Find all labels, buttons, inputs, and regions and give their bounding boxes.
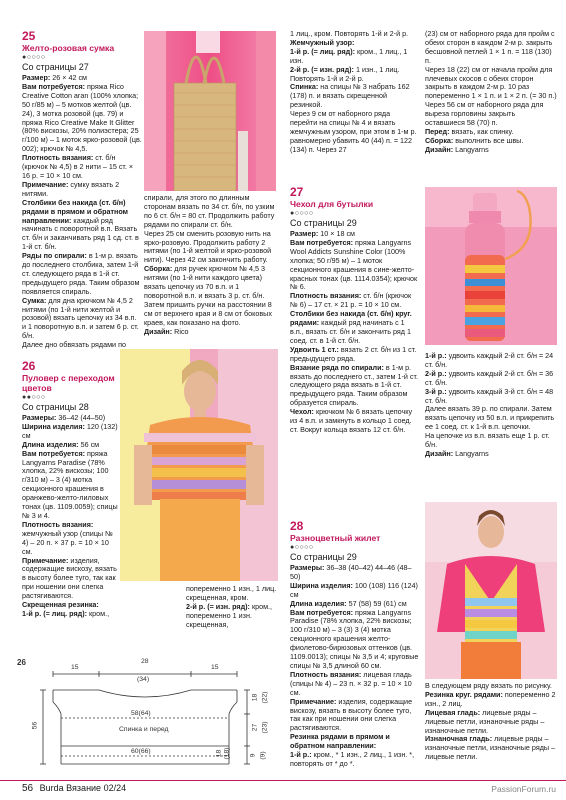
schema-number: 26 — [17, 658, 26, 667]
paragraph-lead: 2-й р. (= изн. ряд): — [186, 601, 250, 611]
paragraph-body: в 1-м р. вязать до последнего ст., затем 1-й ст. следующего ряда вязать в 1-й ст. предыдущего ряда. Таким образом образуется спираль. — [290, 362, 418, 408]
text-paragraph — [186, 585, 278, 603]
schema-top-b: 28 — [141, 658, 149, 665]
text-paragraph — [425, 146, 557, 155]
paragraph-lead: Примечание: — [22, 179, 69, 189]
paragraph-lead: Резинка круг. рядами: — [425, 689, 503, 699]
paragraph-body: кром., * 1 изн., 2 лиц., 1 изн. *, повторять от * до *. — [290, 750, 415, 768]
paragraph-body: на спицы № 3 набрать 162 (178) п. и вязать скрещенной резинкой. — [290, 82, 410, 110]
paragraph-body: Через 25 см сменить розовую нить на ярко-розовую. Продолжить работу 2 нитями (по 1-й желтой и ярко-розовой нити). Через 42 см закончить работу. — [144, 228, 272, 265]
paragraph-lead: Дизайн: — [425, 448, 454, 458]
paragraph-body: На цепочке из в.п. вязать еще 1 р. ст. б/н. — [425, 431, 550, 450]
text-paragraph — [425, 691, 557, 709]
section-title-25: Желто-розовая сумка — [22, 43, 115, 53]
paragraph-lead: 3-й р.: — [425, 386, 447, 396]
paragraph-body: 26 × 42 см — [50, 73, 87, 82]
text-paragraph — [290, 751, 420, 769]
paragraph-lead: Плотность вязания: — [290, 669, 362, 679]
paragraph-lead: Сборка: — [144, 264, 173, 274]
paragraph-lead: Чехол: — [290, 407, 314, 417]
paragraph-body: удвоить каждый 3-й ст. б/н = 48 ст. б/н. — [425, 386, 554, 405]
paragraph-lead: Перед: — [425, 126, 450, 136]
paragraph-body: 10 × 18 см — [318, 229, 355, 238]
section-number-25: 25 — [22, 30, 36, 43]
paragraph-lead: Плотность вязания: — [22, 153, 94, 163]
paragraph-body: каждый ряд начинать с 1 в.п., вязать ст. б/н и закончить ряд 1 соед. ст. в 1-й ст. б/н. — [290, 318, 411, 345]
paragraph-lead: Размер: — [22, 73, 51, 82]
section-26-text-cont — [186, 585, 278, 630]
paragraph-lead: Скрещенная резинка: — [22, 600, 99, 610]
paragraph-lead: 1-й р. (= лиц. ряд): — [22, 608, 88, 618]
watermark: PassionForum.ru — [491, 784, 556, 794]
paragraph-body: спирали, для этого по длинным сторонам вязать по 34 ст. б/н, по узким по 6 ст. б/н = 80 ст. Продолжить работу рядами по спирали ст. б/н. — [144, 194, 275, 229]
paragraph-lead: Вязание ряда по спирали: — [290, 362, 384, 372]
schema-h2: 27 — [251, 723, 259, 732]
text-paragraph — [425, 66, 557, 102]
difficulty-dots-27: ●○○○○ — [290, 210, 314, 217]
pattern-schema-26 — [15, 660, 280, 772]
column-3-bottom — [290, 520, 420, 776]
text-paragraph — [22, 557, 118, 602]
text-paragraph — [290, 408, 420, 435]
text-paragraph — [290, 292, 420, 310]
paragraph-body: 36–38 (40–42) 44–46 (48–50) — [290, 563, 412, 581]
text-paragraph — [144, 265, 278, 301]
paragraph-body: попеременно 1 изн., 1 лиц. скрещенная, кром. — [186, 585, 277, 602]
text-paragraph — [22, 181, 142, 199]
paragraph-lead: Изнаночная гладь: — [425, 734, 493, 744]
paragraph-lead: Длина изделия: — [22, 439, 79, 449]
text-paragraph — [425, 30, 557, 66]
column-4-mid — [425, 352, 557, 472]
paragraph-lead: Вам потребуется: — [22, 81, 86, 91]
paragraph-lead: Размер: — [290, 229, 319, 238]
paragraph-lead: 1-й р.: — [290, 750, 312, 760]
paragraph-body: лицевые ряды – лицевые петли, изнаночные ряды – изнаночные петли. — [425, 707, 545, 735]
text-paragraph — [290, 564, 420, 582]
text-paragraph — [425, 709, 557, 736]
paragraph-lead: Вам потребуется: — [290, 237, 354, 247]
page-number: 56 — [22, 783, 34, 794]
paragraph-lead: Жемчужный узор: — [290, 37, 355, 47]
paragraph-body: сумку вязать 2 нитями. — [22, 179, 120, 198]
schema-top-c: 15 — [211, 664, 219, 671]
paragraph-lead: Резинка рядами в прямом и обратном направлении: — [290, 732, 390, 751]
paragraph-body: Далее вязать 39 р. по спирали. Затем вязать цепочку из 50 в.п. и прикрепить ее 1 соед. ст. к 1-й в.п. цепочки. — [425, 404, 555, 432]
schema-h3b: (18) — [223, 747, 231, 760]
paragraph-body: жемчужный узор (спицы № 4) – 20 п. × 37 р. = 10 × 10 см. — [22, 528, 113, 556]
paragraph-body: 1 лиц., кром. Повторять 1-й и 2-й р. — [290, 30, 409, 38]
text-paragraph — [22, 341, 142, 350]
pullover-photo — [120, 349, 278, 581]
paragraph-body: ст. б/н (крючок № 4,5) в 2 нити – 15 ст. × 16 р. = 10 × 10 см. — [22, 153, 134, 180]
schema-h4: 9 — [249, 753, 257, 758]
section-title-27: Чехол для бутылки — [290, 199, 374, 209]
column-3-top — [290, 30, 418, 162]
text-paragraph — [144, 194, 278, 230]
schema-width-2: 60(66) — [131, 748, 151, 755]
paragraph-lead: 2-й р. (= изн. ряд): — [290, 64, 354, 74]
column-1-bottom — [22, 360, 118, 660]
paragraph-lead: Длина изделия: — [290, 598, 347, 608]
text-paragraph — [290, 83, 418, 110]
schema-h1: 18 — [251, 693, 259, 702]
column-4-top — [425, 30, 557, 170]
schema-height-total: 56 — [31, 721, 39, 730]
schema-width-1: 58(64) — [131, 710, 151, 717]
text-paragraph — [290, 110, 418, 155]
text-paragraph — [425, 370, 557, 388]
paragraph-body: кром., — [87, 608, 110, 618]
section-28-text-cont — [425, 682, 557, 762]
paragraph-body: Через 56 см от наборного ряда для выреза горловины закрыть оставшиеся 58 (70) п. — [425, 100, 544, 128]
schema-h4b: (9) — [259, 751, 267, 760]
paragraph-body: пряжа Langyarns Wool Addicts Sunshine Color (100% хлопка; 50 г/95 м) – 1 моток секционного крашения в сине-желто-красных тонах (цв. 1114.0354); крючок № 6. — [290, 237, 418, 292]
paragraph-body: удвоить каждый 2-й ст. б/н = 36 ст. б/н. — [425, 368, 554, 387]
difficulty-dots-26: ●●○○○ — [22, 394, 46, 401]
section-27-text — [290, 230, 420, 435]
paragraph-body: лицевая гладь (спицы № 4) – 23 п. × 32 р. = 10 × 10 см. — [290, 669, 412, 697]
section-26-text-col4 — [425, 30, 557, 155]
paragraph-lead: Ширина изделия: — [22, 421, 85, 431]
text-paragraph — [144, 328, 278, 337]
paragraph-lead: Дизайн: — [425, 144, 454, 154]
text-paragraph — [425, 352, 557, 370]
section-26-text-col3 — [290, 30, 418, 155]
paragraph-body: Langyarns — [453, 448, 489, 458]
footer-rule — [0, 780, 566, 781]
paragraph-lead: Размеры: — [290, 563, 325, 572]
paragraph-body: каждый ряд начинать с поворотной в.п. Вязать ст. б/н и заканчивать ряд 1 сд. ст. в 1-й ст. б/н. — [22, 215, 139, 252]
section-25-text — [22, 74, 142, 350]
paragraph-lead: Примечание: — [290, 696, 337, 706]
issue-number: 02/24 — [103, 783, 127, 793]
paragraph-body: пряжа Rico Creative Cotton aran (100% хлопка; 50 г/85 м) – 5 мотков желтой (цв. 24), 3 мотка розовой (цв. 79) и пряжа Rico Creative Make It Glitter (80% вискозы, 20% полиэстера; 25 г/100 м) – 1 моток ярко-розовой (цв. 002); крючок № 4,5. — [22, 81, 142, 154]
text-paragraph — [290, 48, 418, 66]
text-paragraph — [22, 610, 118, 619]
paragraph-lead: Дизайн: — [144, 326, 173, 336]
text-paragraph — [144, 230, 278, 266]
schema-top-a: 15 — [71, 664, 79, 671]
paragraph-body: 100 (108) 116 (124) см — [290, 580, 418, 599]
paragraph-lead: Спинка: — [290, 82, 319, 92]
text-paragraph — [425, 432, 557, 450]
column-4-bottom — [425, 682, 557, 776]
page-footer — [22, 783, 126, 794]
text-paragraph — [290, 671, 420, 698]
schema-h3: 18 — [215, 749, 223, 758]
paragraph-body: кром., 1 лиц., 1 изн. — [290, 46, 408, 65]
paragraph-body: Затем пришить ручки на расстоянии 8 см от верхнего края и 8 см от боковых краев, как показано на фото. — [144, 299, 272, 327]
paragraph-lead: Плотность вязания: — [290, 291, 362, 301]
text-paragraph — [425, 450, 557, 459]
paragraph-body: (23) см от наборного ряда для пройм с обеих сторон в каждом 2-м р. закрыть бесшовной петлей 1 × 1 п. = 118 (130) п. — [425, 30, 555, 65]
text-paragraph — [425, 101, 557, 128]
paragraph-lead: Ширина изделия: — [290, 580, 353, 590]
text-paragraph — [290, 66, 418, 84]
section-26-text — [22, 414, 118, 619]
text-paragraph — [22, 199, 142, 252]
text-paragraph — [290, 609, 420, 671]
text-paragraph — [290, 698, 420, 734]
bottle-photo — [425, 187, 557, 345]
paragraph-body: попеременно 2 изн., 2 лиц. — [425, 689, 556, 708]
text-paragraph — [290, 733, 420, 751]
column-2-bottom — [186, 585, 278, 645]
text-paragraph — [22, 423, 118, 441]
text-paragraph — [186, 603, 278, 630]
paragraph-body: кром., попеременно 1 изн. скрещенная, — [186, 601, 273, 629]
difficulty-dots-28: ●○○○○ — [290, 544, 314, 551]
paragraph-lead: Вам потребуется: — [22, 448, 86, 458]
section-title-28: Разноцветный жилет — [290, 533, 381, 543]
paragraph-lead: Плотность вязания: — [22, 519, 94, 529]
paragraph-lead: Столбики без накида (ст. б/н) круг. рядами: — [290, 309, 412, 328]
text-paragraph — [290, 364, 420, 409]
column-3-mid — [290, 186, 420, 468]
text-paragraph — [425, 735, 557, 762]
paragraph-body: лицевые ряды – изнаночные петли, изнаночные ряды – лицевые петли. — [425, 734, 556, 762]
paragraph-lead: Сборка: — [425, 135, 454, 145]
paragraph-body: вязать 2 ст. б/н из 1 ст. предыдущего ряда. — [290, 344, 417, 363]
paragraph-lead: Примечание: — [22, 555, 69, 565]
text-paragraph — [425, 388, 557, 406]
section-27-text-cont — [425, 352, 557, 459]
section-28-text — [290, 564, 420, 769]
paragraph-lead: Сумка: — [22, 295, 47, 305]
section-title-26: Пуловер с переходом цветов — [22, 373, 115, 393]
paragraph-body: 120 (132) см — [22, 421, 118, 440]
paragraph-body: 56 см — [78, 439, 100, 449]
text-paragraph — [425, 405, 557, 432]
schema-h2b: (23) — [261, 721, 269, 734]
paragraph-lead: 2-й р.: — [425, 368, 447, 378]
paragraph-body: пряжа Langyarns Paradise (78% хлопка, 22% вискозы; 100 г/310 м) – 3 (4) мотка секционного крашения в оранжево-желто-лиловых тонах (цв. 1109.0059); спицы № 3 и 4. — [22, 448, 118, 520]
text-paragraph — [22, 521, 118, 557]
paragraph-lead: Столбики без накида (ст. б/н) рядами в прямом и обратном направлении: — [22, 197, 128, 225]
schema-center-label: Спинка и перед — [119, 726, 169, 733]
paragraph-body: Langyarns — [453, 144, 489, 154]
paragraph-body: изделия, содержащие вискозу, вязать в высоту более туго, так как при ношении они слегка растягиваются. — [290, 696, 413, 733]
page-ref-27: Со страницы 29 — [290, 218, 357, 228]
paragraph-body: Через 18 (22) см от начала пройм для плечевых скосов с обеих сторон закрыть в каждом 2-м р. 10 раз попеременно 1 × 1 п. и 1 × 2 п. (= 30 п.) — [425, 64, 557, 101]
paragraph-body: 36–42 (44–50) — [56, 413, 106, 422]
text-paragraph — [290, 239, 420, 292]
schema-top-b2: (34) — [137, 676, 150, 683]
text-paragraph — [290, 582, 420, 600]
text-paragraph — [22, 83, 142, 154]
section-number-28: 28 — [290, 520, 304, 533]
paragraph-body: вязать, как спинку. — [449, 126, 514, 136]
column-2-top — [144, 194, 278, 344]
paragraph-body: для дна крючком № 4,5 2 нитями (по 1-й нити желтой и розовой) вязать цепочку из 34 в.п. и 1 поворотную в.п. и затем 6 р. ст. б/н. — [22, 295, 139, 341]
paragraph-body: Rico — [172, 326, 189, 336]
paragraph-lead: 1-й р.: — [425, 352, 447, 360]
paragraph-lead: Ряды по спирали: — [22, 251, 87, 261]
page-ref-26: Со страницы 28 — [22, 402, 89, 412]
page-ref-25: Со страницы 27 — [22, 62, 89, 72]
text-paragraph — [22, 297, 142, 342]
paragraph-body: Через 9 см от наборного ряда перейти на спицы № 4 и вязать жемчужным узором, при этом в 1-м р. равномерно убавить 40 (44) п. = 122 (134) п. Через 27 — [290, 109, 417, 154]
text-paragraph — [22, 154, 142, 181]
column-1-top — [22, 30, 142, 358]
vest-photo — [425, 502, 557, 679]
paragraph-body: пряжа Langyarns Paradise (78% хлопка, 22% вискозы; 100 г/310 м) – 3 (3) 3 (4) мотка секционного крашения желто-фиолетово-бирюзовых оттенков (цв. 1109.0013); спицы № 3,5 и 4; круговые спицы № 3,5 длиной 60 см. — [290, 607, 419, 670]
text-paragraph — [290, 346, 420, 364]
paragraph-body: для ручек крючком № 4,5 3 нитями (по 1-й нити каждого цвета) вязать цепочку из 70 в.п. и 1 поворотной в.п. и вязать 3 р. ст. б/н. — [144, 264, 265, 300]
paragraph-body: удвоить каждый 2-й ст. б/н = 24 ст. б/н. — [425, 352, 554, 369]
paragraph-body: крючком № 6 вязать цепочку из 4 в.п. и замкнуть в кольцо 1 соед. ст. Вокруг кольца вязать 12 ст. б/н. — [290, 407, 413, 434]
paragraph-body: Далее дно обвязать рядами по — [22, 340, 126, 350]
text-paragraph — [22, 252, 142, 297]
paragraph-body: в 1-м р. вязать до последнего столбика, затем 1-й ст. следующего ряда в 1-й ст. предыдущего ряда. Таким образом появляется спираль. — [22, 251, 140, 296]
text-paragraph — [144, 301, 278, 328]
paragraph-lead: 1-й р. (= лиц. ряд): — [290, 46, 356, 56]
bag-photo — [144, 31, 276, 191]
section-25-text-cont — [144, 194, 278, 337]
paragraph-body: 1 изн., 1 лиц. Повторять 1-й и 2-й р. — [290, 64, 400, 83]
paragraph-body: 57 (58) 59 (61) см — [346, 598, 407, 608]
page-ref-28: Со страницы 29 — [290, 552, 357, 562]
paragraph-body: В следующем ряду вязать по рисунку. — [425, 682, 552, 690]
paragraph-body: выполнить все швы. — [453, 135, 524, 145]
paragraph-body: изделия, содержащие вискозу, вязать в высоту более туго, так как при ношении они слегка растягиваются. — [22, 555, 117, 601]
section-number-26: 26 — [22, 360, 36, 373]
paragraph-body: ст. б/н (крючок № 6) – 17 ст. × 21 р. = 10 × 10 см. — [290, 291, 412, 310]
paragraph-lead: Вам потребуется: — [290, 607, 354, 617]
magazine-name: Burda Вязание — [39, 783, 102, 793]
text-paragraph — [22, 450, 118, 521]
paragraph-lead: Удвоить 1 ст.: — [290, 344, 339, 354]
difficulty-dots-25: ●○○○○ — [22, 54, 46, 61]
paragraph-lead: Размеры: — [22, 413, 57, 422]
section-number-27: 27 — [290, 186, 304, 199]
paragraph-lead: Лицевая гладь: — [425, 707, 481, 717]
schema-h1b: (22) — [261, 691, 269, 704]
text-paragraph — [290, 310, 420, 346]
